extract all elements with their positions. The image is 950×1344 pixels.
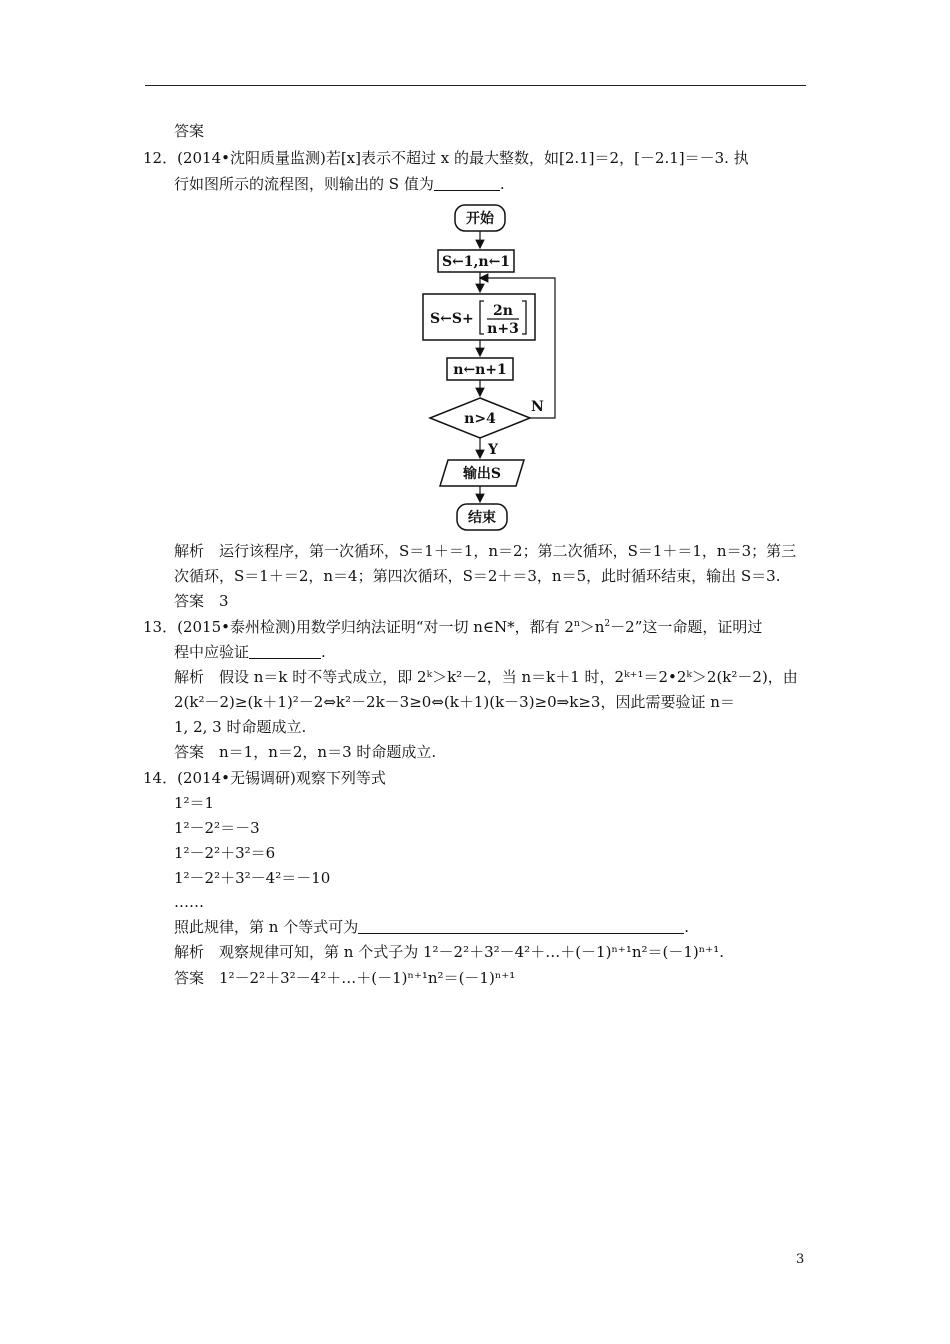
page-number: 3	[796, 1252, 805, 1267]
q12-stem-line1: 12．(2014•沈阳质量监测)若[x]表示不超过 x 的最大整数，如[2.1]＝2，[－2.1]＝－3. 执	[143, 149, 749, 167]
q14-equation-2: 1²－2²＝－3	[174, 819, 260, 837]
q14-equation-4: 1²－2²＋3²－4²＝－10	[174, 869, 331, 887]
q13-stem-text: 13．(2015•泰州检测)用数学归纳法证明“对一切 n∈N*，都有 2	[143, 618, 574, 636]
output-label: 输出S	[462, 466, 502, 482]
q13-analysis-line2: 2(k²－2)≥(k＋1)²－2⇔k²－2k－3≥0⇔(k＋1)(k－3)≥0⇒k≥3，因此需要验证 n＝	[174, 693, 735, 711]
q14-answer: 答案 1²－2²＋3²－4²＋…＋(－1)ⁿ⁺¹n²＝(－1)ⁿ⁺¹	[174, 969, 516, 987]
no-label: N	[531, 399, 544, 415]
q14-rule-line	[174, 917, 689, 937]
q12-analysis-line2: 次循环，S＝1＋＝2，n＝4；第四次循环，S＝2＋＝3，n＝5，此时循环结束，输出 S＝3.	[174, 567, 781, 585]
fraction-numerator: 2n	[493, 303, 513, 319]
fraction-denominator: n+3	[487, 321, 519, 337]
condition-label: n>4	[464, 411, 496, 427]
q13-stem-text: 程中应验证	[174, 643, 250, 661]
q13-answer: 答案 n＝1，n＝2，n＝3 时命题成立.	[174, 743, 437, 761]
q14-rule-period: .	[684, 918, 689, 936]
q12-stem-line2	[174, 174, 505, 194]
answer-blank	[358, 919, 684, 934]
q13-stem-text: ＞n	[579, 618, 605, 636]
q14-stem-line1: 14．(2014•无锡调研)观察下列等式	[143, 769, 386, 787]
q14-rule-text: 照此规律，第 n 个等式可为	[174, 918, 359, 936]
answer-blank	[434, 176, 500, 191]
q11-answer-label: 答案	[174, 122, 205, 140]
q12-stem-text: 行如图所示的流程图，则输出的 S 值为	[174, 175, 434, 193]
yes-label: Y	[488, 442, 498, 458]
q14-equation-1: 1²＝1	[174, 794, 215, 812]
flowchart	[420, 200, 570, 535]
q13-stem-period: .	[321, 643, 326, 661]
q14-ellipsis: ……	[174, 893, 204, 911]
end-label: 结束	[468, 510, 496, 526]
exponent: 2	[604, 619, 611, 629]
update-n-label: n←n+1	[453, 362, 507, 378]
start-label: 开始	[466, 211, 494, 227]
init-label: S←1,n←1	[441, 254, 511, 270]
q13-analysis-line3: 1, 2, 3 时命题成立.	[174, 718, 307, 736]
q13-stem-text: －2”这一命题，证明过	[610, 618, 763, 636]
answer-blank	[249, 644, 321, 659]
q13-stem-line2	[174, 642, 326, 662]
q12-stem-period: .	[499, 175, 505, 193]
q12-answer: 答案 3	[174, 592, 229, 610]
update-s-label: S←S+	[430, 311, 474, 327]
header-rule	[145, 85, 806, 86]
exponent: n	[573, 619, 580, 629]
q14-analysis: 解析 观察规律可知，第 n 个式子为 1²－2²＋3²－4²＋…＋(－1)ⁿ⁺¹n²＝(－1)ⁿ⁺¹.	[174, 943, 724, 961]
q13-analysis-line1: 解析 假设 n＝k 时不等式成立，即 2ᵏ＞k²－2，当 n＝k＋1 时，2ᵏ⁺¹＝2•2ᵏ＞2(k²－2)，由	[174, 668, 798, 686]
q14-equation-3: 1²－2²＋3²＝6	[174, 844, 276, 862]
q13-stem-line1	[143, 617, 762, 637]
q12-analysis-line1: 解析 运行该程序，第一次循环，S＝1＋＝1，n＝2；第二次循环，S＝1＋＝1，n＝3；第三	[174, 542, 797, 560]
